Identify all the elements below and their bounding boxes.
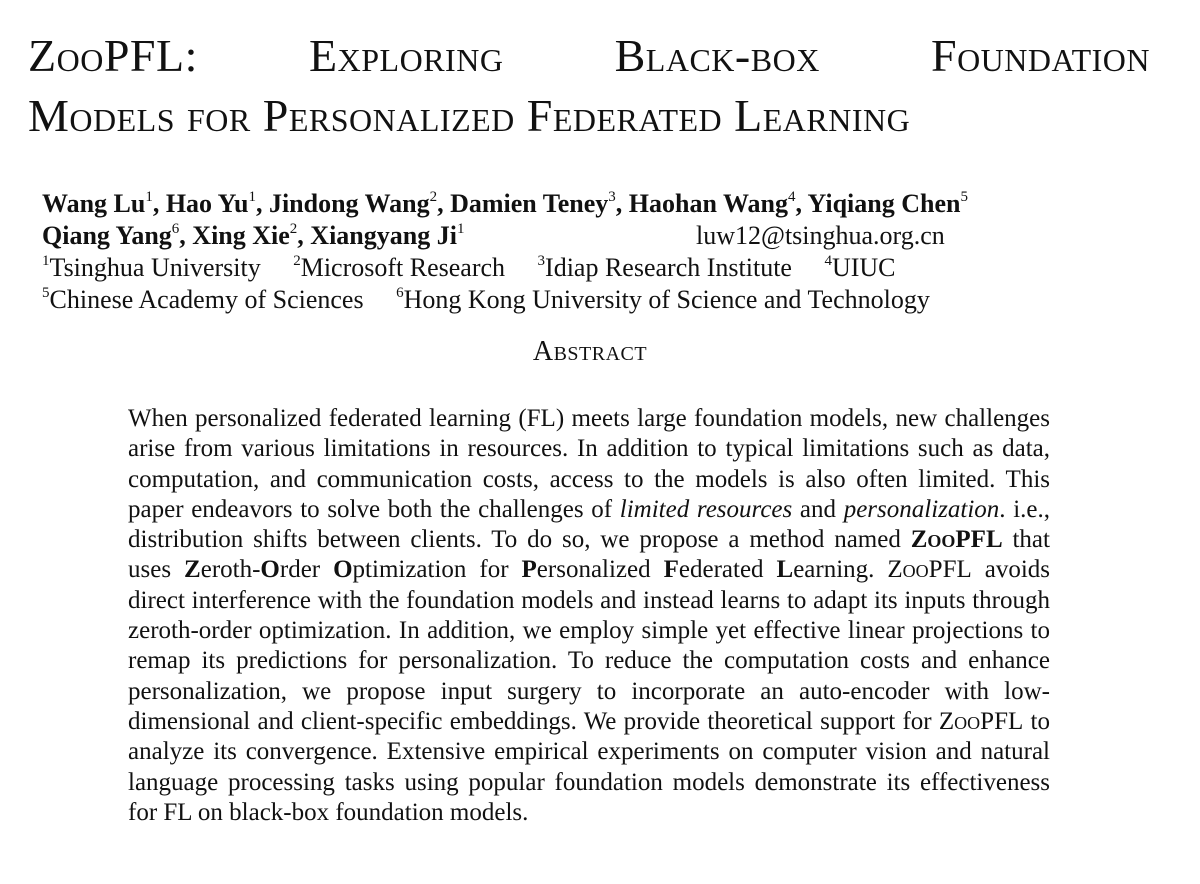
author-affiliation-mark: 1 <box>145 189 153 205</box>
author-block <box>42 188 1162 316</box>
acronym-letter: O <box>260 556 280 584</box>
method-name: ZooPFL <box>887 556 972 584</box>
author-name: Damien Teney <box>450 189 609 218</box>
method-name: ZooPFL <box>938 707 1024 735</box>
abstract-text: earning. <box>793 556 888 584</box>
abstract-text: avoids direct interference with the foundation models and instead learns to adapt its inputs through zeroth-order optimization. In addition, we employ simple yet effective linear projections to remap its predictions for personalization. To reduce the computation costs and enhance personalization, we propose input surgery to incorporate an auto-encoder with low-dimensional and client-specific embeddings. We provide theoretical support for <box>128 556 1050 735</box>
title-line-1: ZooPFL: Exploring Black-box Foundation <box>28 30 1150 81</box>
paper-title <box>28 26 1150 146</box>
affiliation-number: 4 <box>824 253 832 269</box>
abstract-text: rder <box>279 556 334 584</box>
author-row-1: Wang Lu$^1$, Hao Yu$^1$, Jindong Wang$^2$, Damien Teney$^3$, Haohan Wang$^4$, Yiqiang Chen$^5$ <box>42 189 968 218</box>
contact-email: luw12@tsinghua.org.cn <box>696 221 945 250</box>
author-name: Hao Yu <box>165 189 249 218</box>
abstract-text: to analyze its convergence. Extensive empirical experiments on computer vision and natural language processing tasks using popular foundation models demonstrate its effectiveness for FL on black-box foundation models. <box>128 707 1050 826</box>
abstract-emphasis: personalization <box>843 495 1000 523</box>
author-affiliation-mark: 5 <box>960 189 968 205</box>
abstract-text: ersonalized <box>536 556 664 584</box>
abstract-text: When personalized federated learning (FL) meets large foundation models, new challenges arise from various limitations in resources. In addition to typical limitations such as data, computation, and communication costs, access to the models is also often limited. This paper endeavors to solve both the challenges of <box>128 405 1050 523</box>
affiliation-name: Chinese Academy of Sciences <box>49 285 364 314</box>
affiliation-number: 6 <box>396 285 404 301</box>
affiliation-row-2 <box>42 284 1162 316</box>
author-affiliation-mark: 2 <box>289 221 298 237</box>
affiliation-number: 2 <box>293 253 301 269</box>
author-affiliation-mark: 1 <box>456 221 465 237</box>
abstract-text: ptimization for <box>352 556 522 584</box>
affiliation-name: Microsoft Research <box>300 253 506 282</box>
author-affiliation-mark: 4 <box>788 189 796 205</box>
affiliation-number: 5 <box>42 285 50 301</box>
abstract-text: ederated <box>678 556 777 584</box>
acronym-letter: F <box>663 556 679 584</box>
author-name: Qiang Yang <box>42 221 172 250</box>
affiliation-name: Hong Kong University of Science and Technology <box>403 285 930 314</box>
affiliation-row-1 <box>42 252 1162 284</box>
abstract-heading: Abstract <box>532 336 648 367</box>
affiliation-name: UIUC <box>831 253 896 282</box>
acronym-letter: L <box>776 556 794 584</box>
affiliation-name: Idiap Research Institute <box>545 253 792 282</box>
author-name: Xiangyang Ji <box>310 221 457 250</box>
abstract-text: eroth- <box>200 556 261 584</box>
title-line-2: Models for Personalized Federated Learning <box>28 90 911 141</box>
author-name: Wang Lu <box>42 189 146 218</box>
author-affiliation-mark: 2 <box>429 189 438 205</box>
affiliation-number: 3 <box>537 253 546 269</box>
acronym-letter: O <box>333 556 353 584</box>
author-name: Haohan Wang <box>628 189 788 218</box>
author-name: Xing Xie <box>192 221 290 250</box>
abstract-body <box>128 404 1050 828</box>
abstract-text: and <box>792 495 844 523</box>
method-name: ZooPFL <box>910 526 1003 554</box>
abstract-emphasis: limited resources <box>619 495 793 523</box>
author-row-2: Qiang Yang$^6$, Xing Xie$^2$, Xiangyang Ji$^1$ <box>42 221 465 250</box>
author-affiliation-mark: 3 <box>608 189 616 205</box>
author-name: Jindong Wang <box>268 189 430 218</box>
author-affiliation-mark: 1 <box>248 189 256 205</box>
abstract-text: that uses <box>128 526 1050 584</box>
affiliation-name: Tsinghua University <box>49 253 261 282</box>
acronym-letter: P <box>521 556 537 584</box>
author-affiliation-mark: 6 <box>171 221 180 237</box>
affiliation-number: 1 <box>42 253 50 269</box>
acronym-letter: Z <box>184 556 201 584</box>
abstract-text: . i.e., distribution shifts between clients. To do so, we propose a method named <box>128 495 1050 554</box>
author-name: Yiqiang Chen <box>807 189 961 218</box>
